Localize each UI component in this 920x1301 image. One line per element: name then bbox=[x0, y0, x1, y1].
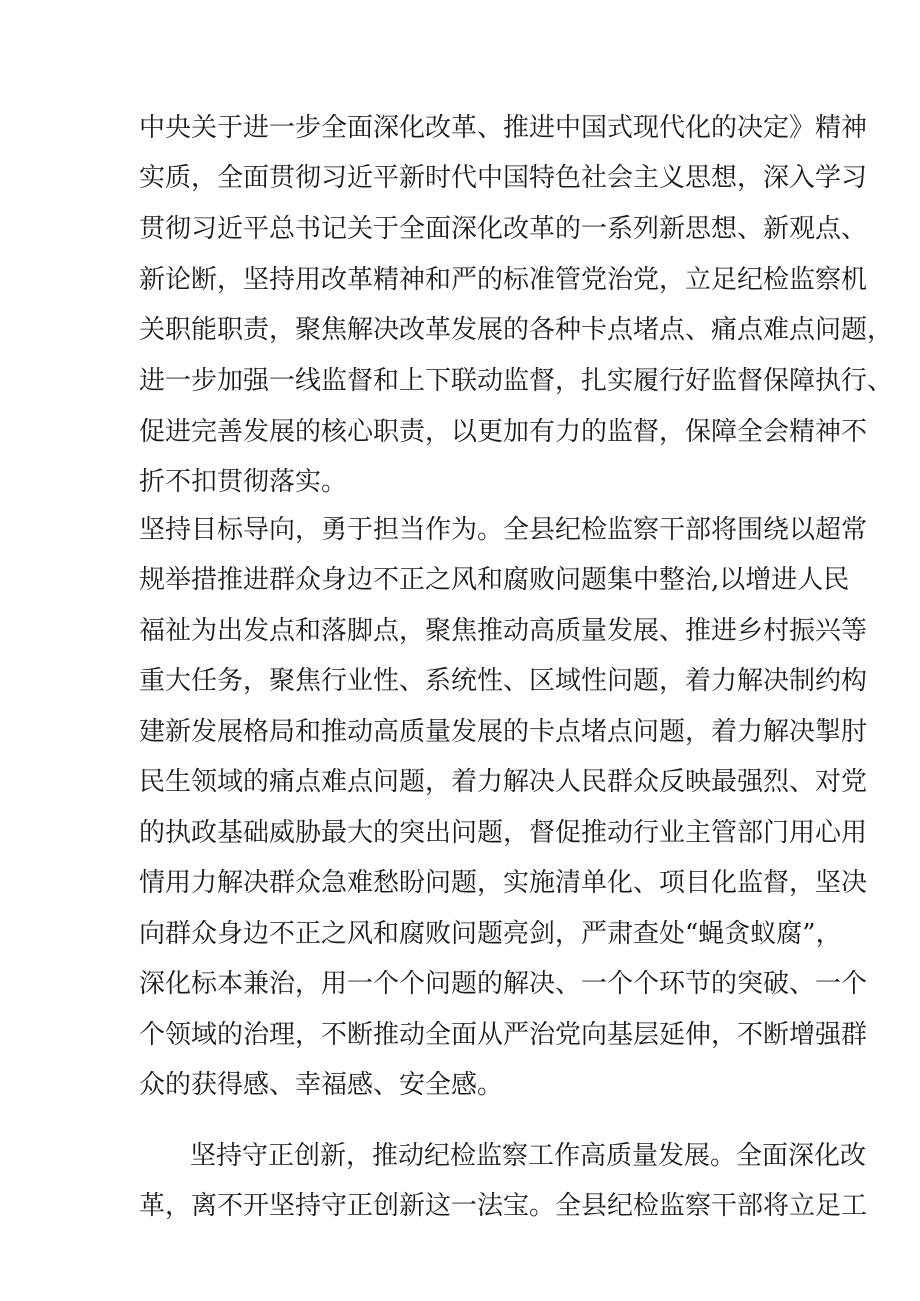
paragraph-2-line-10: 深化标本兼治，用一个个问题的解决、一个个环节的突破、一个 bbox=[139, 969, 868, 999]
paragraph-3-line-1: 坚持守正创新，推动纪检监察工作高质量发展。全面深化改 bbox=[190, 1141, 867, 1171]
paragraph-1-line-2: 实质，全面贯彻习近平新时代中国特色社会主义思想，深入学习 bbox=[139, 163, 868, 193]
paragraph-2-line-8: 情用力解决群众急难愁盼问题，实施清单化、项目化监督，坚决 bbox=[139, 868, 868, 898]
paragraph-2-line-4: 重大任务，聚焦行业性、系统性、区域性问题，着力解决制约构 bbox=[139, 666, 868, 696]
paragraph-1-line-8: 折不扣贯彻落实。 bbox=[139, 467, 348, 497]
paragraph-1-line-3: 贯彻习近平总书记关于全面深化改革的一系列新思想、新观点、 bbox=[139, 214, 868, 244]
paragraph-1-line-5: 关职能职责，聚焦解决改革发展的各种卡点堵点、痛点难点问题， bbox=[139, 315, 894, 345]
paragraph-3-line-2: 革，离不开坚持守正创新这一法宝。全县纪检监察干部将立足工 bbox=[139, 1191, 868, 1221]
paragraph-2-line-6: 民生领域的痛点难点问题，着力解决人民群众反映最强烈、对党 bbox=[139, 767, 868, 797]
paragraph-1-line-4: 新论断，坚持用改革精神和严的标准管党治党，立足纪检监察机 bbox=[139, 265, 868, 295]
paragraph-2-line-2: 规举措推进群众身边不正之风和腐败问题集中整治,以增进人民 bbox=[139, 565, 850, 595]
paragraph-2-line-5: 建新发展格局和推动高质量发展的卡点堵点问题，着力解决掣肘 bbox=[139, 717, 868, 747]
paragraph-2-line-7: 的执政基础威胁最大的突出问题，督促推动行业主管部门用心用 bbox=[139, 818, 868, 848]
paragraph-2-line-12: 众的获得感、幸福感、安全感。 bbox=[139, 1070, 504, 1100]
paragraph-1-line-6: 进一步加强一线监督和上下联动监督，扎实履行好监督保障执行、 bbox=[139, 366, 894, 396]
paragraph-1-line-1: 中央关于进一步全面深化改革、推进中国式现代化的决定》精神 bbox=[139, 113, 868, 143]
paragraph-2-line-9: 向群众身边不正之风和腐败问题亮剑，严肃查处“蝇贪蚁腐”， bbox=[139, 919, 842, 949]
paragraph-2-line-1: 坚持目标导向，勇于担当作为。全县纪检监察干部将围绕以超常 bbox=[139, 515, 868, 545]
paragraph-2-line-11: 个领域的治理，不断推动全面从严治党向基层延伸，不断增强群 bbox=[139, 1020, 868, 1050]
paragraph-2-line-3: 福祉为出发点和落脚点，聚焦推动高质量发展、推进乡村振兴等 bbox=[139, 616, 868, 646]
paragraph-1-line-7: 促进完善发展的核心职责，以更加有力的监督，保障全会精神不 bbox=[139, 417, 868, 447]
